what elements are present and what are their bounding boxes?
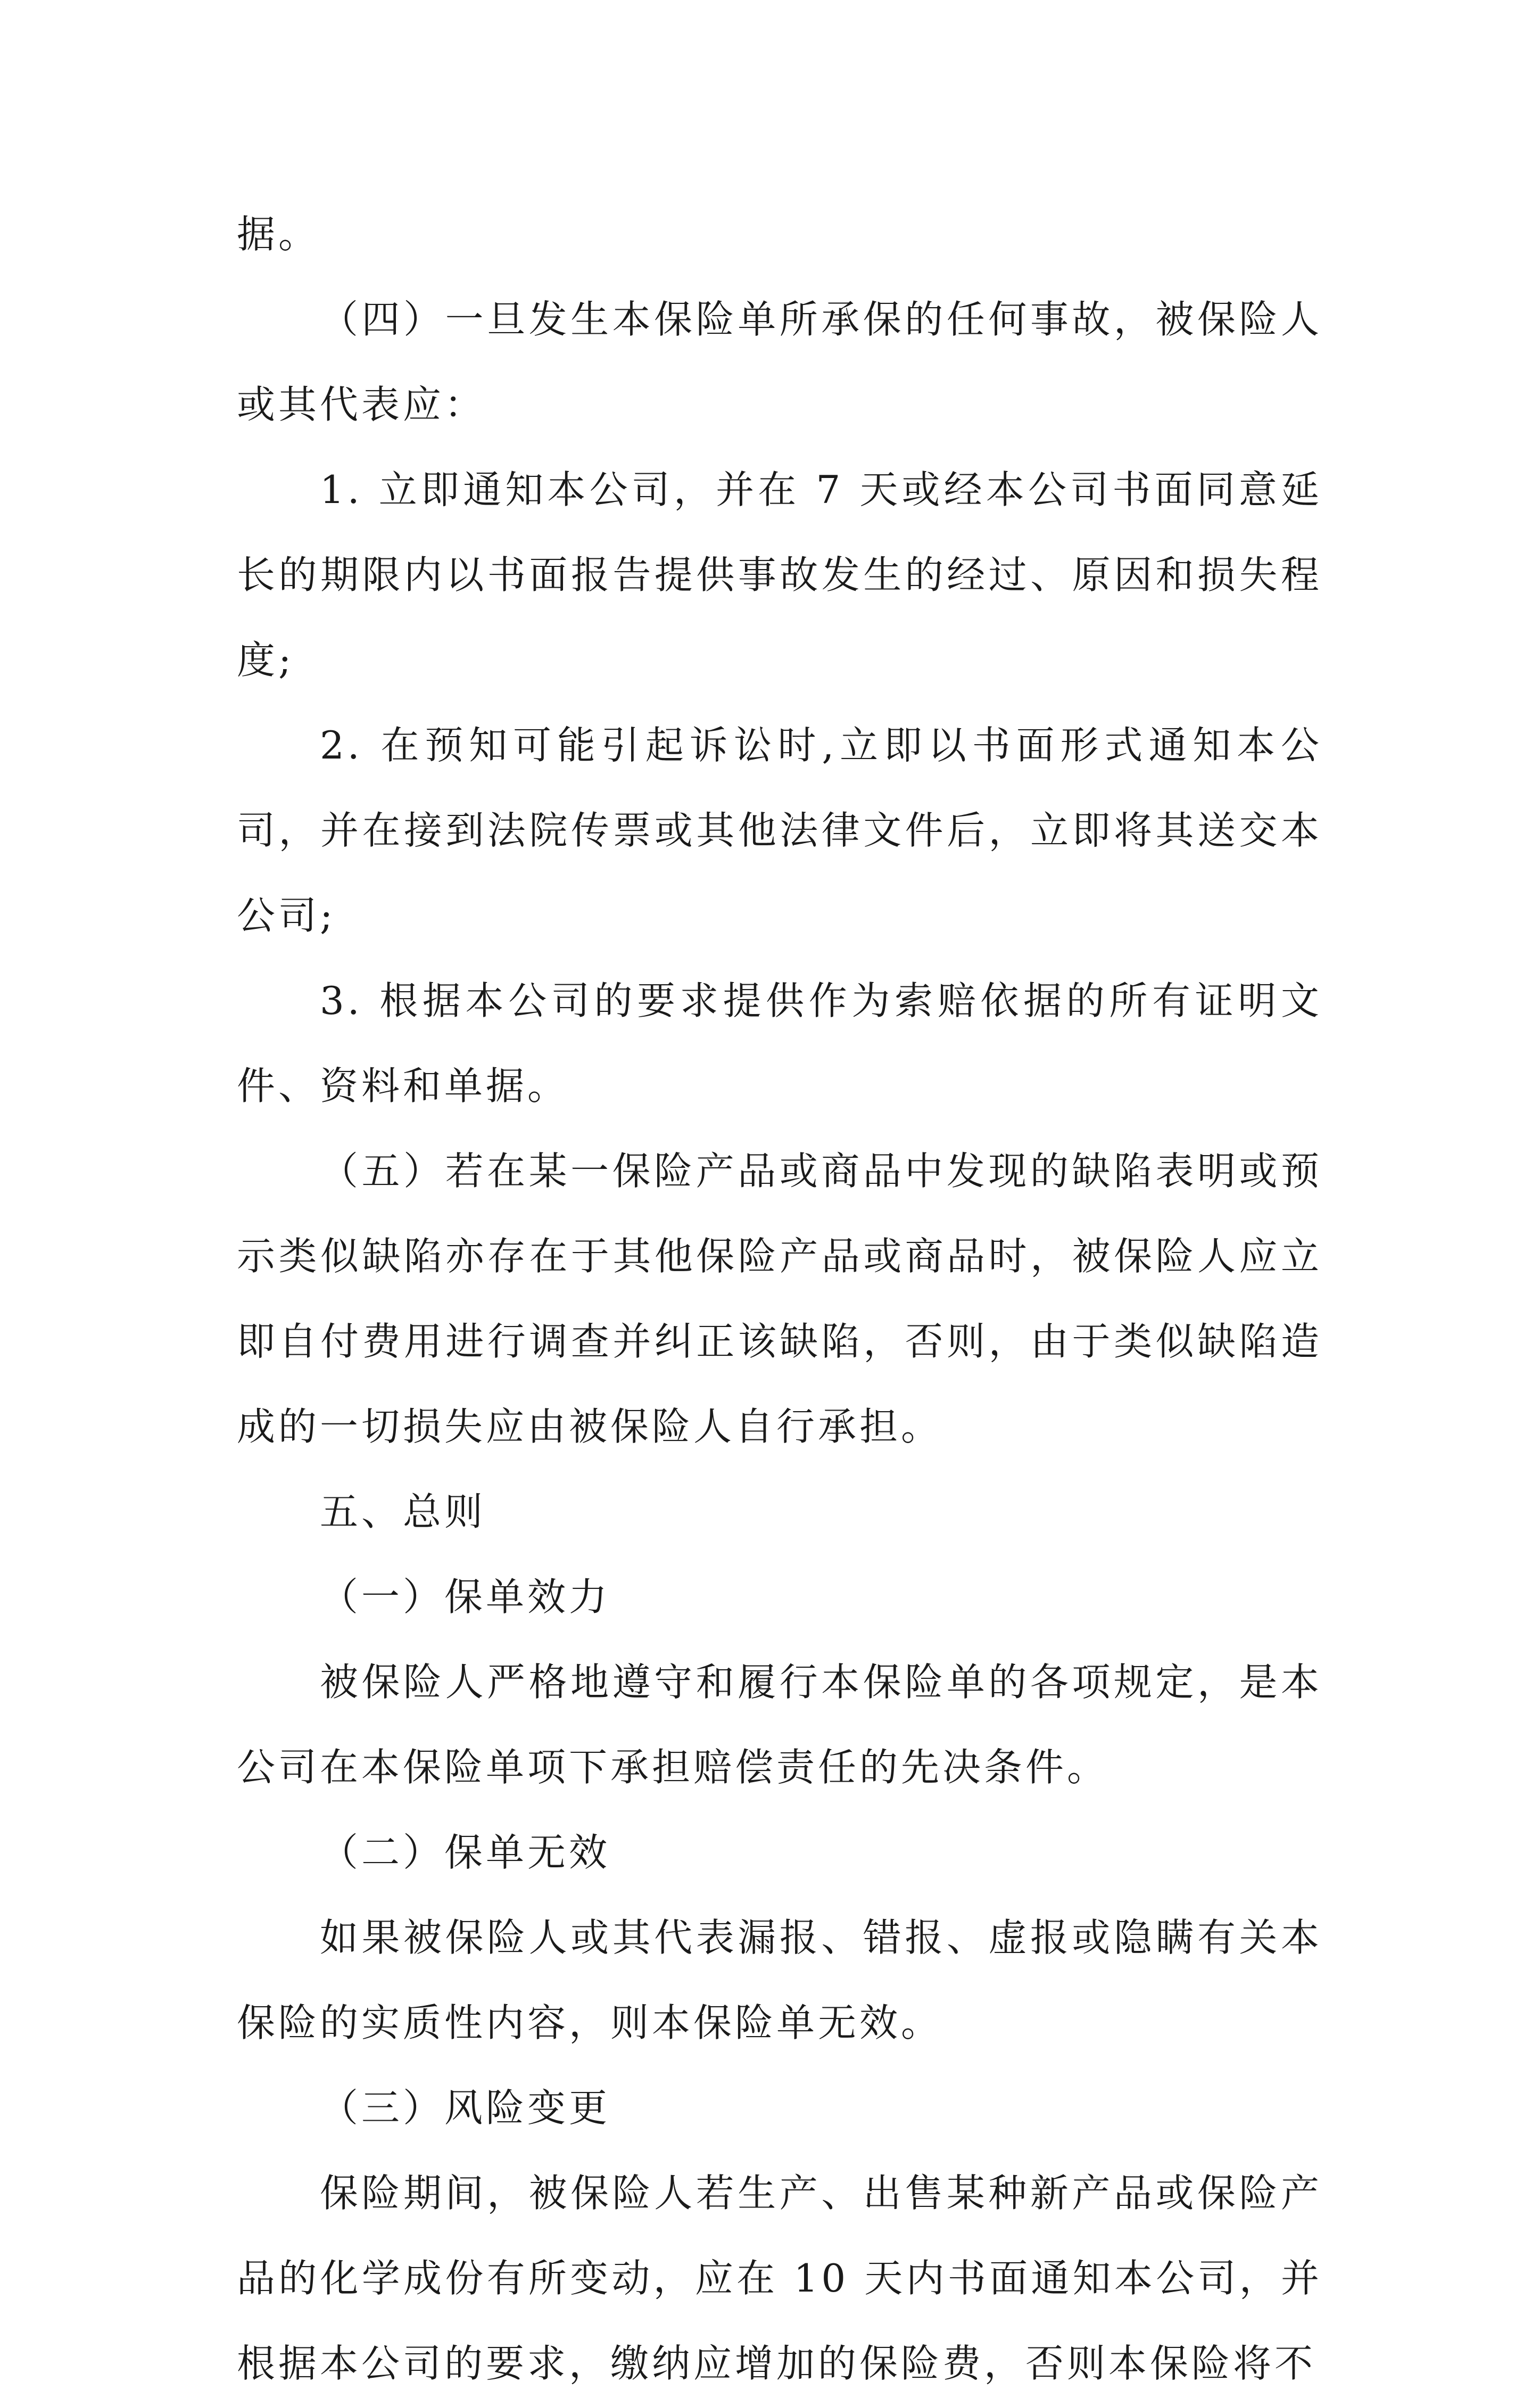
paragraph-item-1: 1. 立即通知本公司，并在 7 天或经本公司书面同意延长的期限内以书面报告提供事故发生的经过、原因和损失程度; <box>237 467 1322 682</box>
paragraph-policy-validity: 被保险人严格地遵守和履行本保险单的各项规定，是本公司在本保险单项下承担赔偿责任的先决条件。 <box>237 1660 1322 1790</box>
document-body <box>237 192 1322 2406</box>
paragraph-policy-invalid: 如果被保险人或其代表漏报、错报、虚报或隐瞒有关本保险的实质性内容，则本保险单无效。 <box>237 1915 1322 2045</box>
paragraph-clause-4: （四）一旦发生本保险单所承保的任何事故，被保险人或其代表应： <box>237 297 1322 427</box>
subheading-policy-validity: （一）保单效力 <box>320 1575 611 1619</box>
section-heading-general-rules: 五、总则 <box>320 1489 486 1534</box>
paragraph-item-3: 3. 根据本公司的要求提供作为索赔依据的所有证明文件、资料和单据。 <box>237 978 1322 1108</box>
paragraph-continuation: 据。 <box>237 212 320 257</box>
paragraph-clause-5: （五）若在某一保险产品或商品中发现的缺陷表明或预示类似缺陷亦存在于其他保险产品或商品时，被保险人应立即自付费用进行调查并纠正该缺陷，否则，由于类似缺陷造成的一切损失应由被保险人自行承担。 <box>237 1149 1322 1449</box>
subheading-risk-change: （三）风险变更 <box>320 2086 611 2130</box>
subheading-policy-invalid: （二）保单无效 <box>320 1830 611 1875</box>
paragraph-item-2: 2. 在预知可能引起诉讼时,立即以书面形式通知本公司，并在接到法院传票或其他法律文件后，立即将其送交本公司; <box>237 723 1322 938</box>
paragraph-risk-change: 保险期间，被保险人若生产、出售某种新产品或保险产品的化学成份有所变动，应在 10 天内书面通知本公司，并根据本公司的要求，缴纳应增加的保险费，否则本保险将不 <box>237 2171 1322 2386</box>
